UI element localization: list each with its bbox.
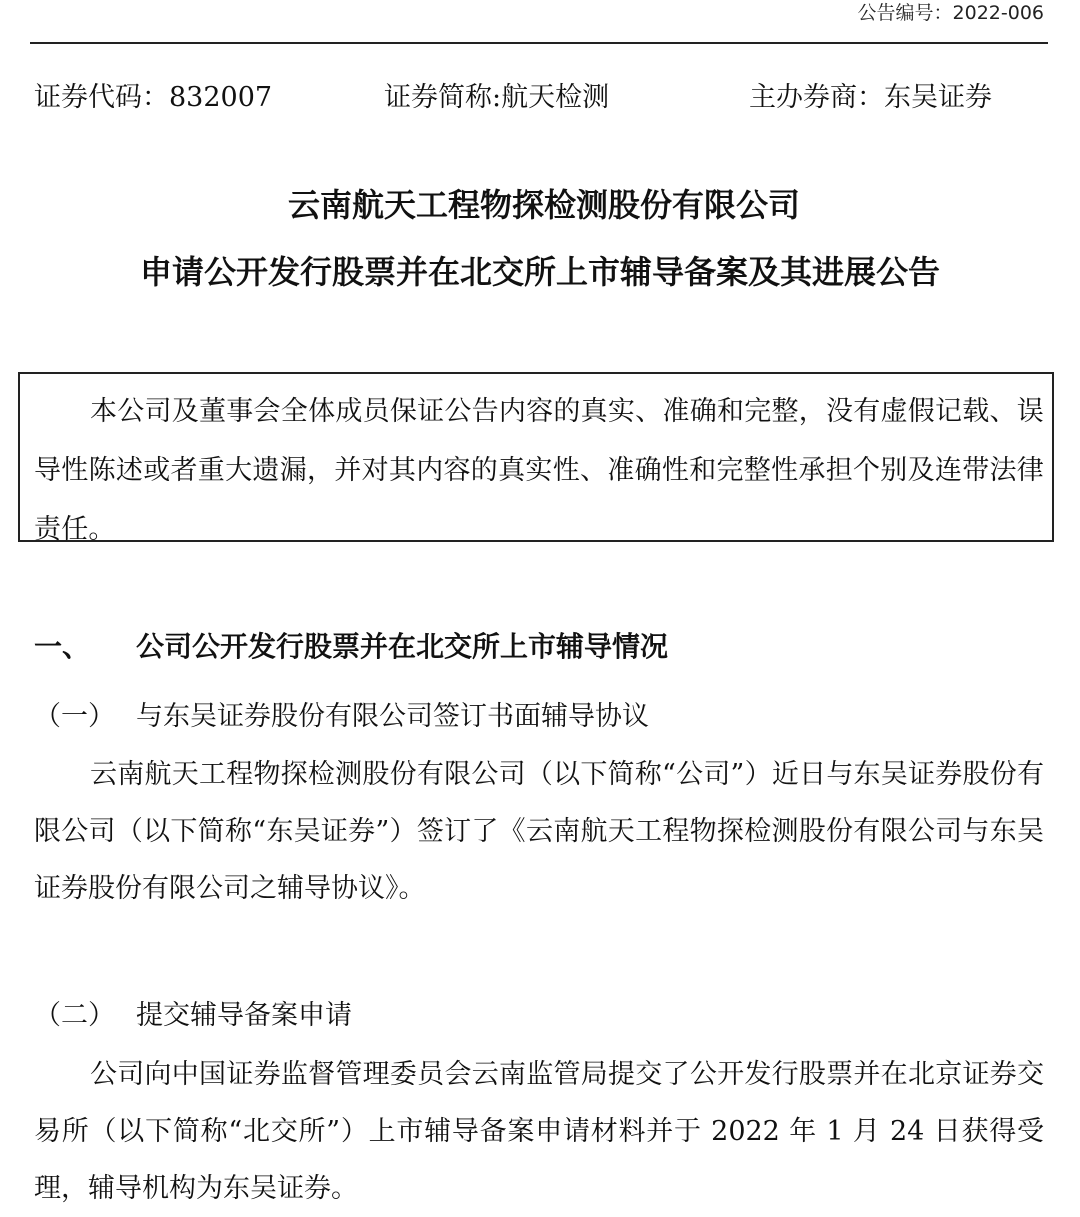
subsection-1-title: 与东吴证券股份有限公司签订书面辅导协议 [136, 701, 649, 732]
section-1-number: 一、 [34, 630, 91, 663]
subsection-1-paragraph: 云南航天工程物探检测股份有限公司（以下简称“公司”）近日与东吴证券股份有限公司（以下简称“东吴证券”）签订了《云南航天工程物探检测股份有限公司与东吴证券股份有限公司之辅导协议》。 [34, 759, 1044, 904]
subsection-1-number: （一） [34, 701, 115, 732]
stock-code: 证券代码：832007 [34, 82, 273, 113]
document-title-subject: 申请公开发行股票并在北交所上市辅导备案及其进展公告 [139, 253, 940, 291]
document-title-company: 云南航天工程物探检测股份有限公司 [287, 186, 800, 224]
subsection-2-heading [34, 996, 352, 1036]
subsection-1-heading [34, 697, 649, 737]
subsection-2-paragraph: 公司向中国证券监督管理委员会云南监管局提交了公开发行股票并在北京证券交易所（以下简称“北交所”）上市辅导备案申请材料并于 2022 年 1 月 24 日获得受理，辅导机构为东吴证券。 [34, 1059, 1044, 1204]
disclaimer-box [18, 372, 1054, 545]
header-divider [30, 42, 1048, 44]
section-1-heading [34, 627, 668, 667]
stock-info-line [0, 80, 1080, 116]
section-1-title: 公司公开发行股票并在北交所上市辅导情况 [136, 630, 669, 663]
disclaimer-text: 本公司及董事会全体成员保证公告内容的真实、准确和完整，没有虚假记载、误导性陈述或者重大遗漏，并对其内容的真实性、准确性和完整性承担个别及连带法律责任。 [34, 396, 1044, 545]
subsection-2-number: （二） [34, 1000, 115, 1031]
sponsor-broker: 主办券商：东吴证券 [749, 82, 992, 113]
announcement-number: 公告编号：2022-006 [857, 2, 1044, 24]
stock-abbreviation: 证券简称:航天检测 [384, 82, 610, 113]
subsection-2-title: 提交辅导备案申请 [136, 1000, 352, 1031]
